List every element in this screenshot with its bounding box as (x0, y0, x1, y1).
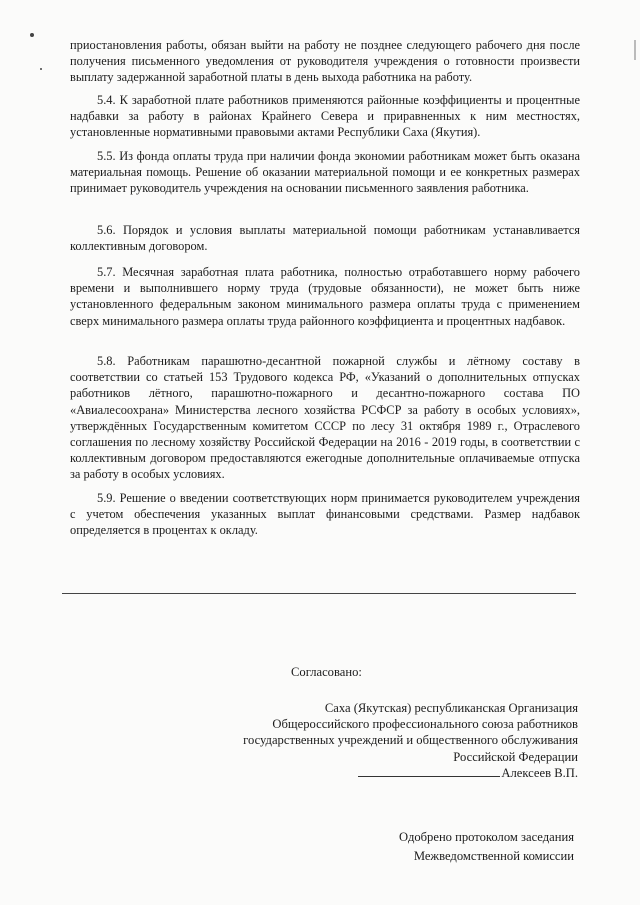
scan-speck (30, 33, 34, 37)
scan-speck (40, 68, 42, 70)
approved-line-2: Межведомственной комиссии (413, 849, 574, 863)
paragraph-5-8: 5.8. Работникам парашютно-десантной пожарной службы и лётному составу в соответствии со статьей 153 Трудового кодекса РФ, «Указаний о дополнительных отпусках работников лётного, парашютно-пожарного и десантно-пожарного состава ПО «Авиалесоохрана» Министерства лесного хозяйства РСФСР за работу в особых условиях», утверждённых Государственным комитетом СССР по лесу 31 октября 1989 г., Отраслевого соглашения по лесному хозяйству Российской Федерации на 2016 - 2019 годы, в соответствии с коллективным договором предоставляются ежегодные дополнительные оплачиваемые отпуска за работу в особых условиях. (70, 354, 580, 482)
paragraph-5-5: 5.5. Из фонда оплаты труда при наличии фонда экономии работникам может быть оказана материальная помощь. Решение об оказании материальной помощи и ее конкретных размерах принимает руководитель учреждения на основании письменного заявления работника. (70, 149, 580, 196)
paragraph-5-6: 5.6. Порядок и условия выплаты материальной помощи работникам устанавливается коллективным договором. (70, 223, 580, 254)
org-line: Саха (Якутская) республиканская Организация (324, 701, 578, 715)
paragraph-continuation: приостановления работы, обязан выйти на работу не позднее следующего рабочего дня после получения письменного уведомления от руководителя учреждения о готовности произвести выплату задержанной заработной платы в день выхода работника на работу. (70, 38, 580, 85)
signature-row (158, 765, 578, 781)
org-line: Общероссийского профессионального союза работников (272, 717, 578, 732)
agreed-label: Согласовано: (291, 665, 362, 679)
approval-organization (158, 700, 578, 781)
org-line: Российской Федерации (453, 749, 578, 764)
separator-line (62, 593, 576, 594)
paragraph-5-4: 5.4. К заработной плате работников применяются районные коэффициенты и процентные надбавки за работу в районах Крайнего Севера и приравненных к ним местностях, установленные нормативными правовыми актами Республики Саха (Якутия). (70, 93, 580, 140)
org-line: государственных учреждений и общественного обслуживания (243, 733, 578, 748)
signature-line (358, 765, 500, 777)
paragraph-5-9: 5.9. Решение о введении соответствующих норм принимается руководителем учреждения с учетом обеспечения указанных выплат финансовыми средствами. Размер надбавок определяется в процентах к окладу. (70, 491, 580, 538)
scan-edge-mark (634, 40, 636, 60)
paragraph-5-7: 5.7. Месячная заработная плата работника, полностью отработавшего норму рабочего времени и выполнившего норму труда (трудовые обязанности), не может быть ниже установленного федеральным законом минимального размера оплаты труда с применением сверх минимального размера оплаты труда районного коэффициента и процентных надбавок. (70, 265, 580, 328)
approved-line-1: Одобрено протоколом заседания (399, 830, 574, 844)
approved-by-block (274, 828, 574, 866)
signatory-name: Алексеев В.П. (501, 765, 578, 780)
